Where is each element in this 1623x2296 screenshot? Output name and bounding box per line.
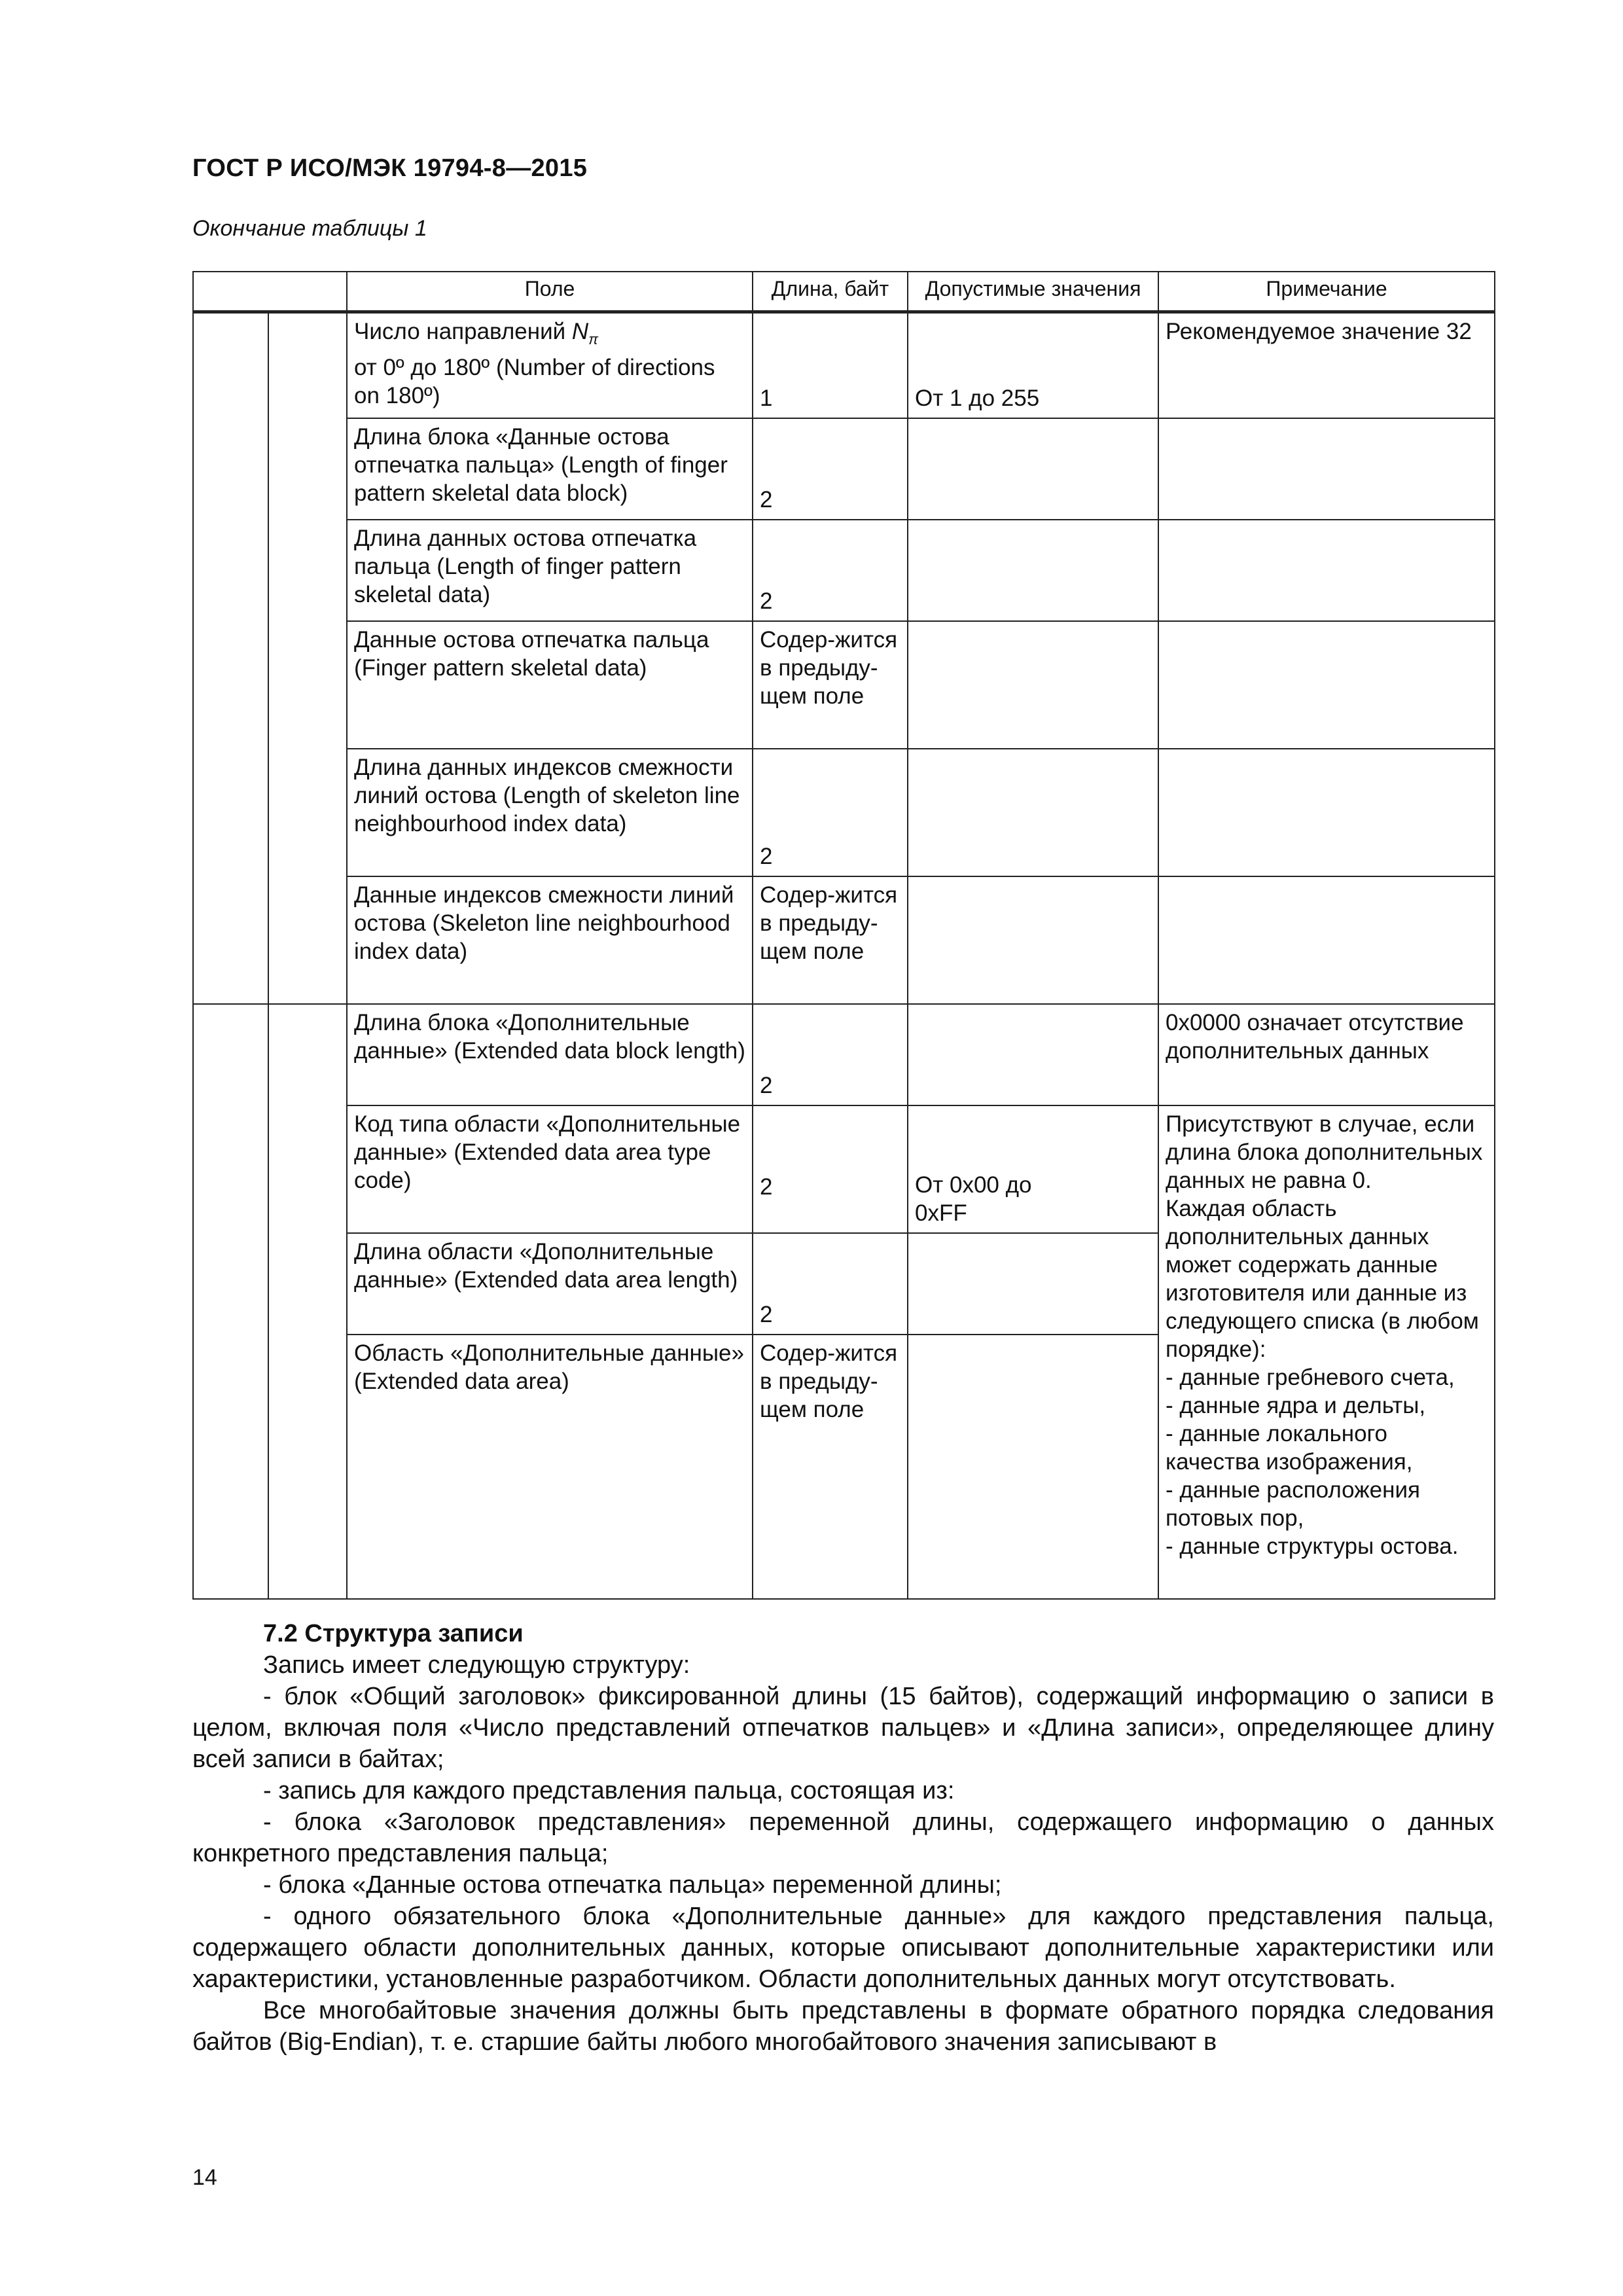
length-value: 2 xyxy=(760,1072,773,1098)
length-cell xyxy=(753,1233,908,1335)
values-cell xyxy=(908,520,1158,621)
length-value: 1 xyxy=(760,385,773,411)
group-cell-outer xyxy=(193,312,268,1004)
field-cell: Данные остова отпечатка пальца (Finger pattern skeletal data) xyxy=(347,621,753,749)
paragraph: - запись для каждого представления пальца, состоящая из: xyxy=(263,1777,955,1804)
field-cell: Код типа области «Дополнительные данные» (Extended data area type code) xyxy=(347,1105,753,1233)
table-caption: Окончание таблицы 1 xyxy=(192,216,427,241)
paragraph: - блока «Заголовок представления» переменной длины, содержащего информацию о данных конкретного представления пальца; xyxy=(192,1808,1494,1867)
values-cell xyxy=(908,1105,1158,1233)
field-cell: Данные индексов смежности линий остова (Skeleton line neighbourhood index data) xyxy=(347,876,753,1004)
field-cell: Длина данных остова отпечатка пальца (Length of finger pattern skeletal data) xyxy=(347,520,753,621)
paragraph: Запись имеет следующую структуру: xyxy=(263,1651,690,1679)
length-value: 2 xyxy=(760,1174,773,1200)
group-cell-inner xyxy=(268,312,347,1004)
note-cell: Рекомендуемое значение 32 xyxy=(1158,312,1495,418)
length-cell xyxy=(753,1105,908,1233)
values-cell xyxy=(908,1004,1158,1105)
values-cell xyxy=(908,1233,1158,1335)
values-cell xyxy=(908,1335,1158,1599)
document-title: ГОСТ Р ИСО/МЭК 19794-8—2015 xyxy=(192,154,588,182)
table-row xyxy=(193,520,1495,621)
spec-table xyxy=(192,271,1495,1600)
values-cell xyxy=(908,621,1158,749)
header-note: Примечание xyxy=(1158,272,1495,312)
note-cell xyxy=(1158,520,1495,621)
values-value: От 1 до 255 xyxy=(915,385,1040,411)
note-cell xyxy=(1158,876,1495,1004)
table-row xyxy=(193,418,1495,520)
field-rest: от 0º до 180º (Number of directions on 180º) xyxy=(354,355,715,408)
paragraph: - одного обязательного блока «Дополнительные данные» для каждого представления пальца, содержащего области дополнительных данных, которые описывают дополнительные характеристики или характеристики, установленные разработчиком. Области дополнительных данных могут отсутствовать. xyxy=(192,1903,1494,1993)
field-subscript: π xyxy=(588,331,598,348)
values-cell xyxy=(908,749,1158,876)
values-value: От 0x00 до 0xFF xyxy=(915,1172,1032,1226)
section-heading: 7.2 Структура записи xyxy=(263,1620,524,1647)
field-cell: Длина данных индексов смежности линий остова (Length of skeleton line neighbourhood index data) xyxy=(347,749,753,876)
group-cell-outer xyxy=(193,1004,268,1599)
field-cell xyxy=(347,312,753,418)
table-row xyxy=(193,1004,1495,1105)
paragraph: - блока «Данные остова отпечатка пальца» переменной длины; xyxy=(263,1871,1002,1899)
group-cell-inner xyxy=(268,1004,347,1599)
values-cell xyxy=(908,876,1158,1004)
table-row xyxy=(193,1105,1495,1233)
paragraph: Все многобайтовые значения должны быть представлены в формате обратного порядка следования байтов (Big-Endian), т. е. старшие байты любого многобайтового значения записывают в xyxy=(192,1997,1494,2056)
section-body xyxy=(192,1618,1494,2058)
length-value: 2 xyxy=(760,843,773,869)
field-prefix: Число направлений xyxy=(354,319,572,344)
length-cell xyxy=(753,418,908,520)
table-row xyxy=(193,749,1495,876)
field-cell: Длина блока «Дополнительные данные» (Extended data block length) xyxy=(347,1004,753,1105)
note-cell xyxy=(1158,621,1495,749)
page-number: 14 xyxy=(192,2165,217,2190)
table-row xyxy=(193,876,1495,1004)
header-field: Поле xyxy=(347,272,753,312)
length-value: 2 xyxy=(760,486,773,512)
note-cell xyxy=(1158,749,1495,876)
values-cell xyxy=(908,312,1158,418)
table-row xyxy=(193,621,1495,749)
length-value: 2 xyxy=(760,588,773,614)
header-values: Допустимые значения xyxy=(908,272,1158,312)
length-value: 2 xyxy=(760,1301,773,1327)
table-header-row xyxy=(193,272,1495,312)
note-cell xyxy=(1158,418,1495,520)
values-cell xyxy=(908,418,1158,520)
field-cell: Длина блока «Данные остова отпечатка пальца» (Length of finger pattern skeletal data block) xyxy=(347,418,753,520)
length-cell xyxy=(753,312,908,418)
length-cell: Содер-жится в предыду-щем поле xyxy=(753,1335,908,1599)
note-cell: Присутствуют в случае, если длина блока дополнительных данных не равна 0. Каждая область дополнительных данных может содержать данные изготовителя или данные из следующего списка (в любом порядке): - данные гребневого счета, - данные ядра и дельты, - данные локального качества изображения, - данные расположения потовых пор, - данные структуры остова. xyxy=(1158,1105,1495,1599)
length-cell xyxy=(753,749,908,876)
header-length: Длина, байт xyxy=(753,272,908,312)
header-empty-cell xyxy=(193,272,347,312)
length-cell: Содер-жится в предыду-щем поле xyxy=(753,876,908,1004)
length-cell xyxy=(753,520,908,621)
table-row xyxy=(193,312,1495,418)
length-cell: Содер-жится в предыду-щем поле xyxy=(753,621,908,749)
field-cell: Длина области «Дополнительные данные» (Extended data area length) xyxy=(347,1233,753,1335)
field-variable: N xyxy=(571,319,589,344)
note-cell: 0x0000 означает отсутствие дополнительных данных xyxy=(1158,1004,1495,1105)
field-cell: Область «Дополнительные данные» (Extended data area) xyxy=(347,1335,753,1599)
paragraph: - блок «Общий заголовок» фиксированной длины (15 байтов), содержащий информацию о записи в целом, включая поля «Число представлений отпечатков пальцев» и «Длина записи», определяющее длину всей записи в байтах; xyxy=(192,1683,1494,1773)
length-cell xyxy=(753,1004,908,1105)
